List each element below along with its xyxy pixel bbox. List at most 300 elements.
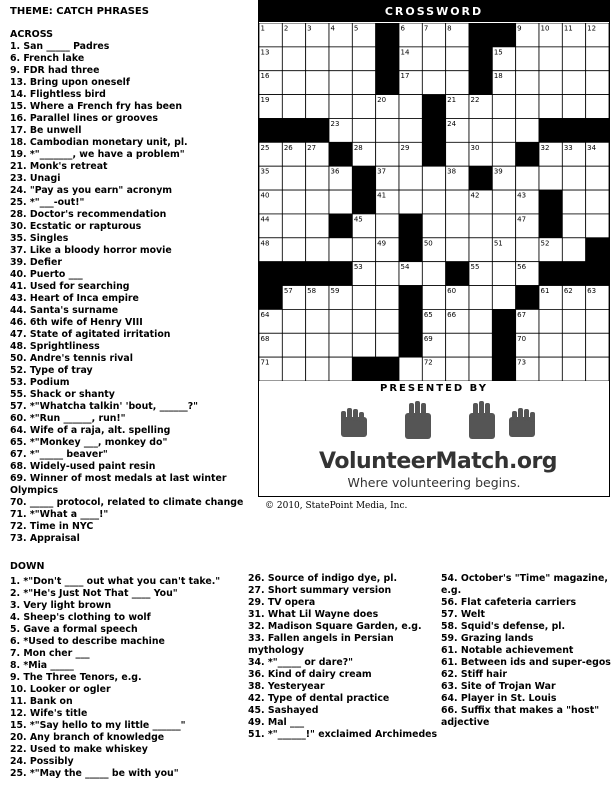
clue-item: 9. FDR had three xyxy=(10,65,100,76)
clue-number: 54 xyxy=(400,263,410,272)
across-clue-list xyxy=(10,41,255,545)
grid-block xyxy=(376,357,399,381)
clue-number: 30 xyxy=(470,143,480,152)
clue-number: 19 xyxy=(260,96,270,105)
clue-number: 56 xyxy=(517,263,527,272)
grid-cell[interactable] xyxy=(352,333,375,357)
grid-cell[interactable] xyxy=(492,190,515,214)
clue-number: 17 xyxy=(400,72,410,81)
clue-number: 64 xyxy=(260,310,270,319)
grid-cell[interactable] xyxy=(586,95,609,119)
grid-block xyxy=(376,71,399,95)
clue-item: 55. Shack or shanty xyxy=(10,389,115,400)
grid-block xyxy=(306,118,329,142)
clue-item: 29. TV opera xyxy=(248,597,316,608)
grid-cell[interactable] xyxy=(469,214,492,238)
clue-item: 2. *"He's Just Not That ____ You" xyxy=(10,588,178,599)
clue-item: 73. Appraisal xyxy=(10,533,80,544)
grid-cell[interactable] xyxy=(306,190,329,214)
clue-item: 70. _____ protocol, related to climate change xyxy=(10,497,244,508)
grid-cell[interactable] xyxy=(469,333,492,357)
grid-block xyxy=(539,118,562,142)
clue-number: 43 xyxy=(517,191,527,200)
grid-cell[interactable] xyxy=(282,190,305,214)
grid-cell[interactable] xyxy=(446,214,469,238)
grid-cell[interactable] xyxy=(586,190,609,214)
clue-item: 21. Monk's retreat xyxy=(10,161,108,172)
grid-cell[interactable] xyxy=(469,238,492,262)
grid-cell[interactable] xyxy=(352,118,375,142)
grid-block xyxy=(259,286,282,310)
clue-number: 25 xyxy=(260,143,270,152)
clue-number: 22 xyxy=(470,96,480,105)
clue-number: 44 xyxy=(260,215,270,224)
grid-cell[interactable] xyxy=(586,71,609,95)
clue-number: 28 xyxy=(353,143,363,152)
grid-block xyxy=(492,333,515,357)
grid-block xyxy=(399,238,422,262)
clue-item: 35. Singles xyxy=(10,233,69,244)
clue-number: 4 xyxy=(330,24,335,33)
clue-number: 29 xyxy=(400,143,410,152)
grid-cell[interactable] xyxy=(282,238,305,262)
grid-block xyxy=(282,118,305,142)
clue-number: 65 xyxy=(423,310,433,319)
grid-block xyxy=(516,142,539,166)
grid-cell[interactable] xyxy=(376,214,399,238)
clue-item: 8. *Mia _____ xyxy=(10,660,74,671)
clue-item: 48. Sprightliness xyxy=(10,341,100,352)
grid-block xyxy=(352,357,375,381)
clue-item: 61. Between ids and super-egos xyxy=(441,657,611,668)
clue-item: 30. Ecstatic or rapturous xyxy=(10,221,142,232)
crossword-panel xyxy=(258,0,610,497)
clue-item: 45. Sashayed xyxy=(248,705,319,716)
clue-number: 70 xyxy=(517,334,527,343)
clue-number: 33 xyxy=(563,143,573,152)
grid-cell[interactable] xyxy=(376,262,399,286)
grid-cell[interactable] xyxy=(399,95,422,119)
down-clues-column-3 xyxy=(441,573,611,729)
grid-cell[interactable] xyxy=(329,357,352,381)
clue-item: 41. Used for searching xyxy=(10,281,130,292)
clue-item: 12. Wife's title xyxy=(10,708,88,719)
grid-cell[interactable] xyxy=(516,166,539,190)
grid-cell[interactable] xyxy=(469,357,492,381)
clue-number: 66 xyxy=(447,310,457,319)
clue-number: 8 xyxy=(447,24,452,33)
grid-cell[interactable] xyxy=(282,309,305,333)
grid-cell[interactable] xyxy=(306,309,329,333)
grid-cell[interactable] xyxy=(562,309,585,333)
grid-cell[interactable] xyxy=(352,47,375,71)
grid-cell[interactable] xyxy=(562,166,585,190)
grid-cell[interactable] xyxy=(539,166,562,190)
clue-item: 24. "Pay as you earn" acronym xyxy=(10,185,173,196)
clue-number: 6 xyxy=(400,24,405,33)
grid-cell[interactable] xyxy=(399,118,422,142)
crossword-grid xyxy=(259,23,609,381)
clue-number: 49 xyxy=(377,239,387,248)
clue-number: 59 xyxy=(330,287,340,296)
clue-item: 37. Like a bloody horror movie xyxy=(10,245,172,256)
clue-number: 23 xyxy=(330,119,340,128)
clue-number: 63 xyxy=(587,287,597,296)
clue-number: 57 xyxy=(283,287,293,296)
grid-cell[interactable] xyxy=(422,166,445,190)
clue-number: 5 xyxy=(353,24,359,33)
clue-number: 24 xyxy=(447,119,457,128)
grid-block xyxy=(469,71,492,95)
clue-number: 73 xyxy=(517,358,527,367)
clue-number: 36 xyxy=(330,167,340,176)
clue-item: 10. Looker or ogler xyxy=(10,684,111,695)
down-heading: DOWN xyxy=(10,561,45,572)
clue-item: 23. Unagi xyxy=(10,173,61,184)
grid-cell[interactable] xyxy=(329,71,352,95)
grid-block xyxy=(422,95,445,119)
clue-number: 32 xyxy=(540,143,550,152)
grid-block xyxy=(399,286,422,310)
clue-item: 60. *"Run ______, run!" xyxy=(10,413,126,424)
clue-number: 53 xyxy=(353,263,363,272)
theme-heading: THEME: CATCH PHRASES xyxy=(10,6,149,17)
grid-block xyxy=(492,309,515,333)
clue-number: 2 xyxy=(283,24,289,33)
clue-item: 42. Type of dental practice xyxy=(248,693,390,704)
grid-cell[interactable] xyxy=(306,71,329,95)
clue-item: 39. Defier xyxy=(10,257,62,268)
clue-number: 69 xyxy=(423,334,433,343)
grid-cell[interactable] xyxy=(516,95,539,119)
clue-number: 42 xyxy=(470,191,480,200)
clue-item: 3. Very light brown xyxy=(10,600,112,611)
grid-cell[interactable] xyxy=(282,47,305,71)
clue-number: 67 xyxy=(517,310,527,319)
grid-block xyxy=(329,262,352,286)
grid-cell[interactable] xyxy=(306,333,329,357)
clue-item: 54. October's "Time" magazine, e.g. xyxy=(441,573,608,596)
clue-number: 47 xyxy=(517,215,527,224)
grid-cell[interactable] xyxy=(516,47,539,71)
grid-cell[interactable] xyxy=(446,71,469,95)
logo-name: VolunteerMatch.org xyxy=(319,449,558,474)
grid-cell[interactable] xyxy=(282,214,305,238)
clue-item: 9. The Three Tenors, e.g. xyxy=(10,672,142,683)
grid-cell[interactable] xyxy=(329,47,352,71)
grid-cell[interactable] xyxy=(492,286,515,310)
grid-cell[interactable] xyxy=(352,309,375,333)
down-clues-column-2 xyxy=(248,573,438,741)
grid-cell[interactable] xyxy=(492,95,515,119)
clue-item: 69. Winner of most medals at last winter Olympics xyxy=(10,473,227,496)
grid-cell[interactable] xyxy=(329,238,352,262)
clue-item: 15. Where a French fry has been xyxy=(10,101,183,112)
grid-block xyxy=(376,23,399,47)
grid-cell[interactable] xyxy=(539,333,562,357)
grid-cell[interactable] xyxy=(562,333,585,357)
clue-item: 25. *"May the _____ be with you" xyxy=(10,768,179,779)
grid-cell[interactable] xyxy=(376,142,399,166)
grid-cell[interactable] xyxy=(539,71,562,95)
clue-number: 68 xyxy=(260,334,270,343)
grid-cell[interactable] xyxy=(562,47,585,71)
grid-block xyxy=(259,262,282,286)
grid-cell[interactable] xyxy=(516,238,539,262)
clue-item: 53. Podium xyxy=(10,377,70,388)
grid-cell[interactable] xyxy=(469,118,492,142)
grid-cell[interactable] xyxy=(516,71,539,95)
grid-cell[interactable] xyxy=(562,238,585,262)
clue-item: 64. Wife of a raja, alt. spelling xyxy=(10,425,171,436)
grid-cell[interactable] xyxy=(446,333,469,357)
grid-block xyxy=(469,47,492,71)
grid-cell[interactable] xyxy=(329,95,352,119)
grid-cell[interactable] xyxy=(539,309,562,333)
clue-item: 68. Widely-used paint resin xyxy=(10,461,156,472)
grid-cell[interactable] xyxy=(446,357,469,381)
grid-block xyxy=(422,118,445,142)
clue-number: 3 xyxy=(307,24,312,33)
grid-block xyxy=(492,23,515,47)
copyright-notice: © 2010, StatePoint Media, Inc. xyxy=(265,501,408,511)
grid-cell[interactable] xyxy=(399,357,422,381)
grid-cell[interactable] xyxy=(306,214,329,238)
grid-block xyxy=(329,142,352,166)
clue-item: 18. Cambodian monetary unit, pl. xyxy=(10,137,188,148)
grid-cell[interactable] xyxy=(516,118,539,142)
clue-item: 5. Gave a formal speech xyxy=(10,624,138,635)
clue-number: 35 xyxy=(260,167,270,176)
clue-item: 59. Grazing lands xyxy=(441,633,534,644)
clue-item: 31. What Lil Wayne does xyxy=(248,609,379,620)
clue-number: 12 xyxy=(587,24,597,33)
clue-item: 26. Source of indigo dye, pl. xyxy=(248,573,398,584)
clue-item: 72. Time in NYC xyxy=(10,521,94,532)
clue-item: 40. Puerto ___ xyxy=(10,269,83,280)
clue-item: 6. *Used to describe machine xyxy=(10,636,165,647)
grid-cell[interactable] xyxy=(282,357,305,381)
clue-item: 15. *"Say hello to my little ______" xyxy=(10,720,186,731)
grid-cell[interactable] xyxy=(422,262,445,286)
grid-cell[interactable] xyxy=(399,166,422,190)
grid-block xyxy=(306,262,329,286)
down-clue-list-2 xyxy=(248,573,438,741)
clue-number: 58 xyxy=(307,287,317,296)
grid-cell[interactable] xyxy=(492,142,515,166)
grid-block xyxy=(399,333,422,357)
clue-item: 57. *"Whatcha talkin' 'bout, ______?" xyxy=(10,401,199,412)
grid-cell[interactable] xyxy=(562,95,585,119)
clue-number: 13 xyxy=(260,48,270,57)
grid-cell[interactable] xyxy=(562,71,585,95)
grid-block xyxy=(376,47,399,71)
grid-cell[interactable] xyxy=(539,47,562,71)
clue-item: 20. Any branch of knowledge xyxy=(10,732,165,743)
clue-item: 56. Flat cafeteria carriers xyxy=(441,597,577,608)
clue-item: 28. Doctor's recommendation xyxy=(10,209,167,220)
clue-number: 34 xyxy=(587,143,597,152)
grid-block xyxy=(329,214,352,238)
clue-number: 38 xyxy=(447,167,457,176)
grid-block xyxy=(282,262,305,286)
down-clues-column-1 xyxy=(10,561,235,780)
grid-cell[interactable] xyxy=(539,95,562,119)
grid-block xyxy=(562,262,585,286)
grid-cell[interactable] xyxy=(422,286,445,310)
clue-item: 13. Bring upon oneself xyxy=(10,77,130,88)
clue-item: 34. *"_____ or dare?" xyxy=(248,657,354,668)
clue-item: 7. Mon cher ___ xyxy=(10,648,90,659)
clue-number: 40 xyxy=(260,191,270,200)
grid-cell[interactable] xyxy=(469,286,492,310)
grid-cell[interactable] xyxy=(282,166,305,190)
presented-by-label: PRESENTED BY xyxy=(379,383,488,394)
grid-block xyxy=(469,23,492,47)
clue-item: 67. *"_____ beaver" xyxy=(10,449,108,460)
grid-cell[interactable] xyxy=(376,118,399,142)
grid-cell[interactable] xyxy=(306,166,329,190)
grid-cell[interactable] xyxy=(586,214,609,238)
clue-number: 14 xyxy=(400,48,410,57)
clue-number: 50 xyxy=(423,239,433,248)
down-clue-list-1 xyxy=(10,576,235,780)
grid-cell[interactable] xyxy=(446,238,469,262)
grid-cell[interactable] xyxy=(282,71,305,95)
across-heading: ACROSS xyxy=(10,29,53,40)
grid-cell[interactable] xyxy=(446,142,469,166)
grid-block xyxy=(539,214,562,238)
grid-block xyxy=(562,118,585,142)
clue-number: 16 xyxy=(260,72,270,81)
clue-number: 20 xyxy=(377,96,387,105)
logo-tagline: Where volunteering begins. xyxy=(347,475,521,490)
clue-item: 38. Yesteryear xyxy=(248,681,325,692)
clue-item: 6. French lake xyxy=(10,53,85,64)
clue-item: 63. Site of Trojan War xyxy=(441,681,556,692)
clue-number: 37 xyxy=(377,167,387,176)
grid-cell[interactable] xyxy=(469,309,492,333)
grid-block xyxy=(586,238,609,262)
clue-number: 52 xyxy=(540,239,550,248)
clue-number: 72 xyxy=(423,358,433,367)
clue-number: 60 xyxy=(447,287,457,296)
grid-block xyxy=(422,142,445,166)
grid-block xyxy=(399,214,422,238)
grid-cell[interactable] xyxy=(586,309,609,333)
volunteermatch-logo xyxy=(319,399,558,494)
clue-number: 41 xyxy=(377,191,387,200)
grid-cell[interactable] xyxy=(306,47,329,71)
clue-number: 26 xyxy=(283,143,293,152)
clue-item: 47. State of agitated irritation xyxy=(10,329,171,340)
grid-cell[interactable] xyxy=(329,333,352,357)
clue-item: 4. Sheep's clothing to wolf xyxy=(10,612,151,623)
crossword-title: CROSSWORD xyxy=(259,1,609,22)
grid-cell[interactable] xyxy=(306,238,329,262)
grid-cell[interactable] xyxy=(492,262,515,286)
clue-item: 61. Notable achievement xyxy=(441,645,574,656)
grid-block xyxy=(492,357,515,381)
grid-cell[interactable] xyxy=(352,95,375,119)
clue-number: 61 xyxy=(540,287,550,296)
clue-item: 24. Possibly xyxy=(10,756,74,767)
clue-item: 33. Fallen angels in Persian mythology xyxy=(248,633,394,656)
grid-block xyxy=(539,190,562,214)
clue-item: 57. Welt xyxy=(441,609,485,620)
grid-block xyxy=(516,286,539,310)
clue-item: 17. Be unwell xyxy=(10,125,82,136)
grid-cell[interactable] xyxy=(399,190,422,214)
grid-cell[interactable] xyxy=(329,190,352,214)
grid-cell[interactable] xyxy=(376,309,399,333)
grid-cell[interactable] xyxy=(492,118,515,142)
hands-logo-icon xyxy=(319,399,549,449)
clue-item: 11. Bank on xyxy=(10,696,73,707)
grid-cell[interactable] xyxy=(352,286,375,310)
grid-cell[interactable] xyxy=(376,333,399,357)
clue-number: 39 xyxy=(493,167,503,176)
clue-item: 65. *"Monkey ___, monkey do" xyxy=(10,437,168,448)
clue-item: 52. Type of tray xyxy=(10,365,93,376)
clue-number: 71 xyxy=(260,358,270,367)
grid-cell[interactable] xyxy=(562,190,585,214)
grid-cell[interactable] xyxy=(306,357,329,381)
grid-block xyxy=(352,166,375,190)
grid-cell[interactable] xyxy=(562,357,585,381)
clue-number: 45 xyxy=(353,215,363,224)
grid-cell[interactable] xyxy=(329,309,352,333)
grid-cell[interactable] xyxy=(422,71,445,95)
grid-cell[interactable] xyxy=(282,95,305,119)
grid-cell[interactable] xyxy=(422,214,445,238)
grid-block xyxy=(352,190,375,214)
grid-cell[interactable] xyxy=(492,214,515,238)
grid-cell[interactable] xyxy=(586,47,609,71)
clue-number: 15 xyxy=(493,48,503,57)
clue-item: 27. Short summary version xyxy=(248,585,392,596)
clue-item: 36. Kind of dairy cream xyxy=(248,669,372,680)
clue-number: 21 xyxy=(447,96,457,105)
clue-number: 27 xyxy=(307,143,317,152)
grid-cell[interactable] xyxy=(282,333,305,357)
grid-block xyxy=(446,262,469,286)
grid-cell[interactable] xyxy=(562,214,585,238)
clue-item: 66. Suffix that makes a "host" adjective xyxy=(441,705,600,728)
clue-item: 51. *"______!" exclaimed Archimedes xyxy=(248,729,438,740)
grid-cell[interactable] xyxy=(352,238,375,262)
grid-cell[interactable] xyxy=(422,190,445,214)
grid-cell[interactable] xyxy=(586,357,609,381)
clue-number: 18 xyxy=(493,72,503,81)
grid-cell[interactable] xyxy=(446,47,469,71)
clue-number: 9 xyxy=(517,24,522,33)
clue-number: 1 xyxy=(260,24,265,33)
grid-cell[interactable] xyxy=(586,166,609,190)
clue-item: 44. Santa's surname xyxy=(10,305,119,316)
grid-cell[interactable] xyxy=(586,333,609,357)
grid-cell[interactable] xyxy=(539,357,562,381)
clue-item: 43. Heart of Inca empire xyxy=(10,293,139,304)
clue-item: 71. *"What a ____!" xyxy=(10,509,109,520)
grid-cell[interactable] xyxy=(306,95,329,119)
clue-number: 62 xyxy=(563,287,573,296)
grid-cell[interactable] xyxy=(422,47,445,71)
clue-item: 14. Flightless bird xyxy=(10,89,106,100)
grid-cell[interactable] xyxy=(376,286,399,310)
grid-cell[interactable] xyxy=(352,71,375,95)
grid-cell[interactable] xyxy=(446,190,469,214)
